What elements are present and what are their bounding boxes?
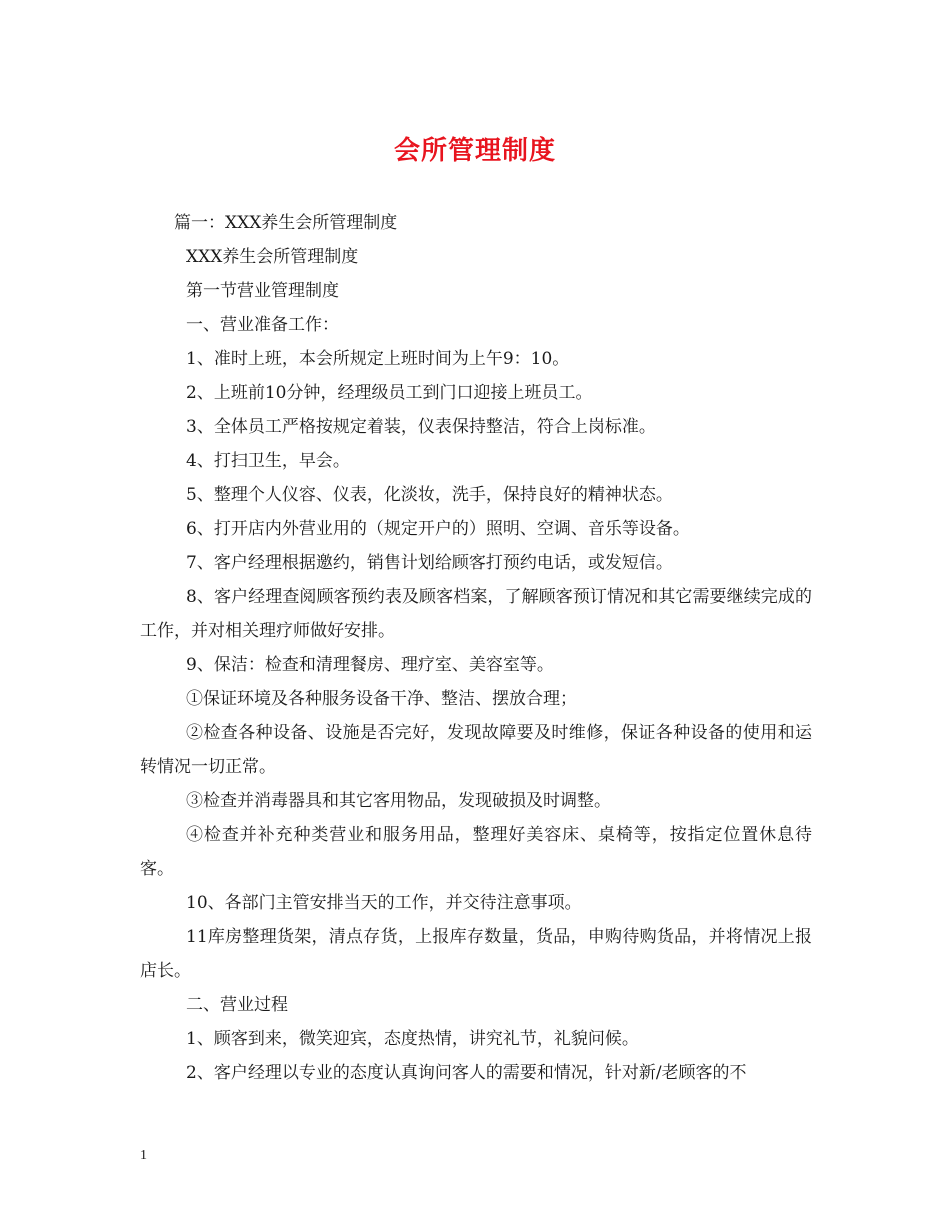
paragraph-item: 3、全体员工严格按规定着装，仪表保持整洁，符合上岗标准。 [186,417,656,437]
paragraph-subtitle: XXX养生会所管理制度 [186,247,359,267]
paragraph-item: 4、打扫卫生，早会。 [186,451,350,471]
paragraph-chapter-heading: 篇一：XXX养生会所管理制度 [174,213,398,233]
paragraph-item: 1、准时上班，本会所规定上班时间为上午9：10。 [186,349,570,369]
paragraph-part-heading: 一、营业准备工作： [186,315,339,335]
paragraph-part-heading: 二、营业过程 [186,995,288,1015]
paragraph-item: 11库房整理货架，清点存货，上报库存数量，货品，申购待购货品，并将情况上报店长。 [140,927,812,981]
document-body [140,206,812,1090]
paragraph-item: 2、上班前10分钟，经理级员工到门口迎接上班员工。 [186,383,593,403]
paragraph-item: 8、客户经理查阅顾客预约表及顾客档案，了解顾客预订情况和其它需要继续完成的工作，并对相关理疗师做好安排。 [140,587,812,641]
paragraph-item: 7、客户经理根据邀约，销售计划给顾客打预约电话，或发短信。 [186,553,673,573]
paragraph-subitem: ③检查并消毒器具和其它客用物品，发现破损及时调整。 [186,791,611,811]
paragraph-item: 10、各部门主管安排当天的工作，并交待注意事项。 [186,893,582,913]
paragraph-item: 1、顾客到来，微笑迎宾，态度热情，讲究礼节，礼貌问候。 [186,1029,639,1049]
paragraph-item: 2、客户经理以专业的态度认真询问客人的需要和情况，针对新/老顾客的不 [186,1063,747,1083]
paragraph-subitem: ①保证环境及各种服务设备干净、整洁、摆放合理； [186,689,577,709]
paragraph-subitem: ②检查各种设备、设施是否完好，发现故障要及时维修，保证各种设备的使用和运转情况一切正常。 [140,723,812,777]
paragraph-subitem: ④检查并补充种类营业和服务用品，整理好美容床、桌椅等，按指定位置休息待客。 [140,825,812,879]
paragraph-item: 9、保洁：检查和清理餐房、理疗室、美容室等。 [186,655,554,675]
page-number: 1 [140,1148,147,1163]
paragraph-item: 6、打开店内外营业用的（规定开户的）照明、空调、音乐等设备。 [186,519,690,539]
document-title: 会所管理制度 [393,136,556,166]
paragraph-item: 5、整理个人仪容、仪表，化淡妆，洗手，保持良好的精神状态。 [186,485,673,505]
paragraph-section-heading: 第一节营业管理制度 [186,281,339,301]
